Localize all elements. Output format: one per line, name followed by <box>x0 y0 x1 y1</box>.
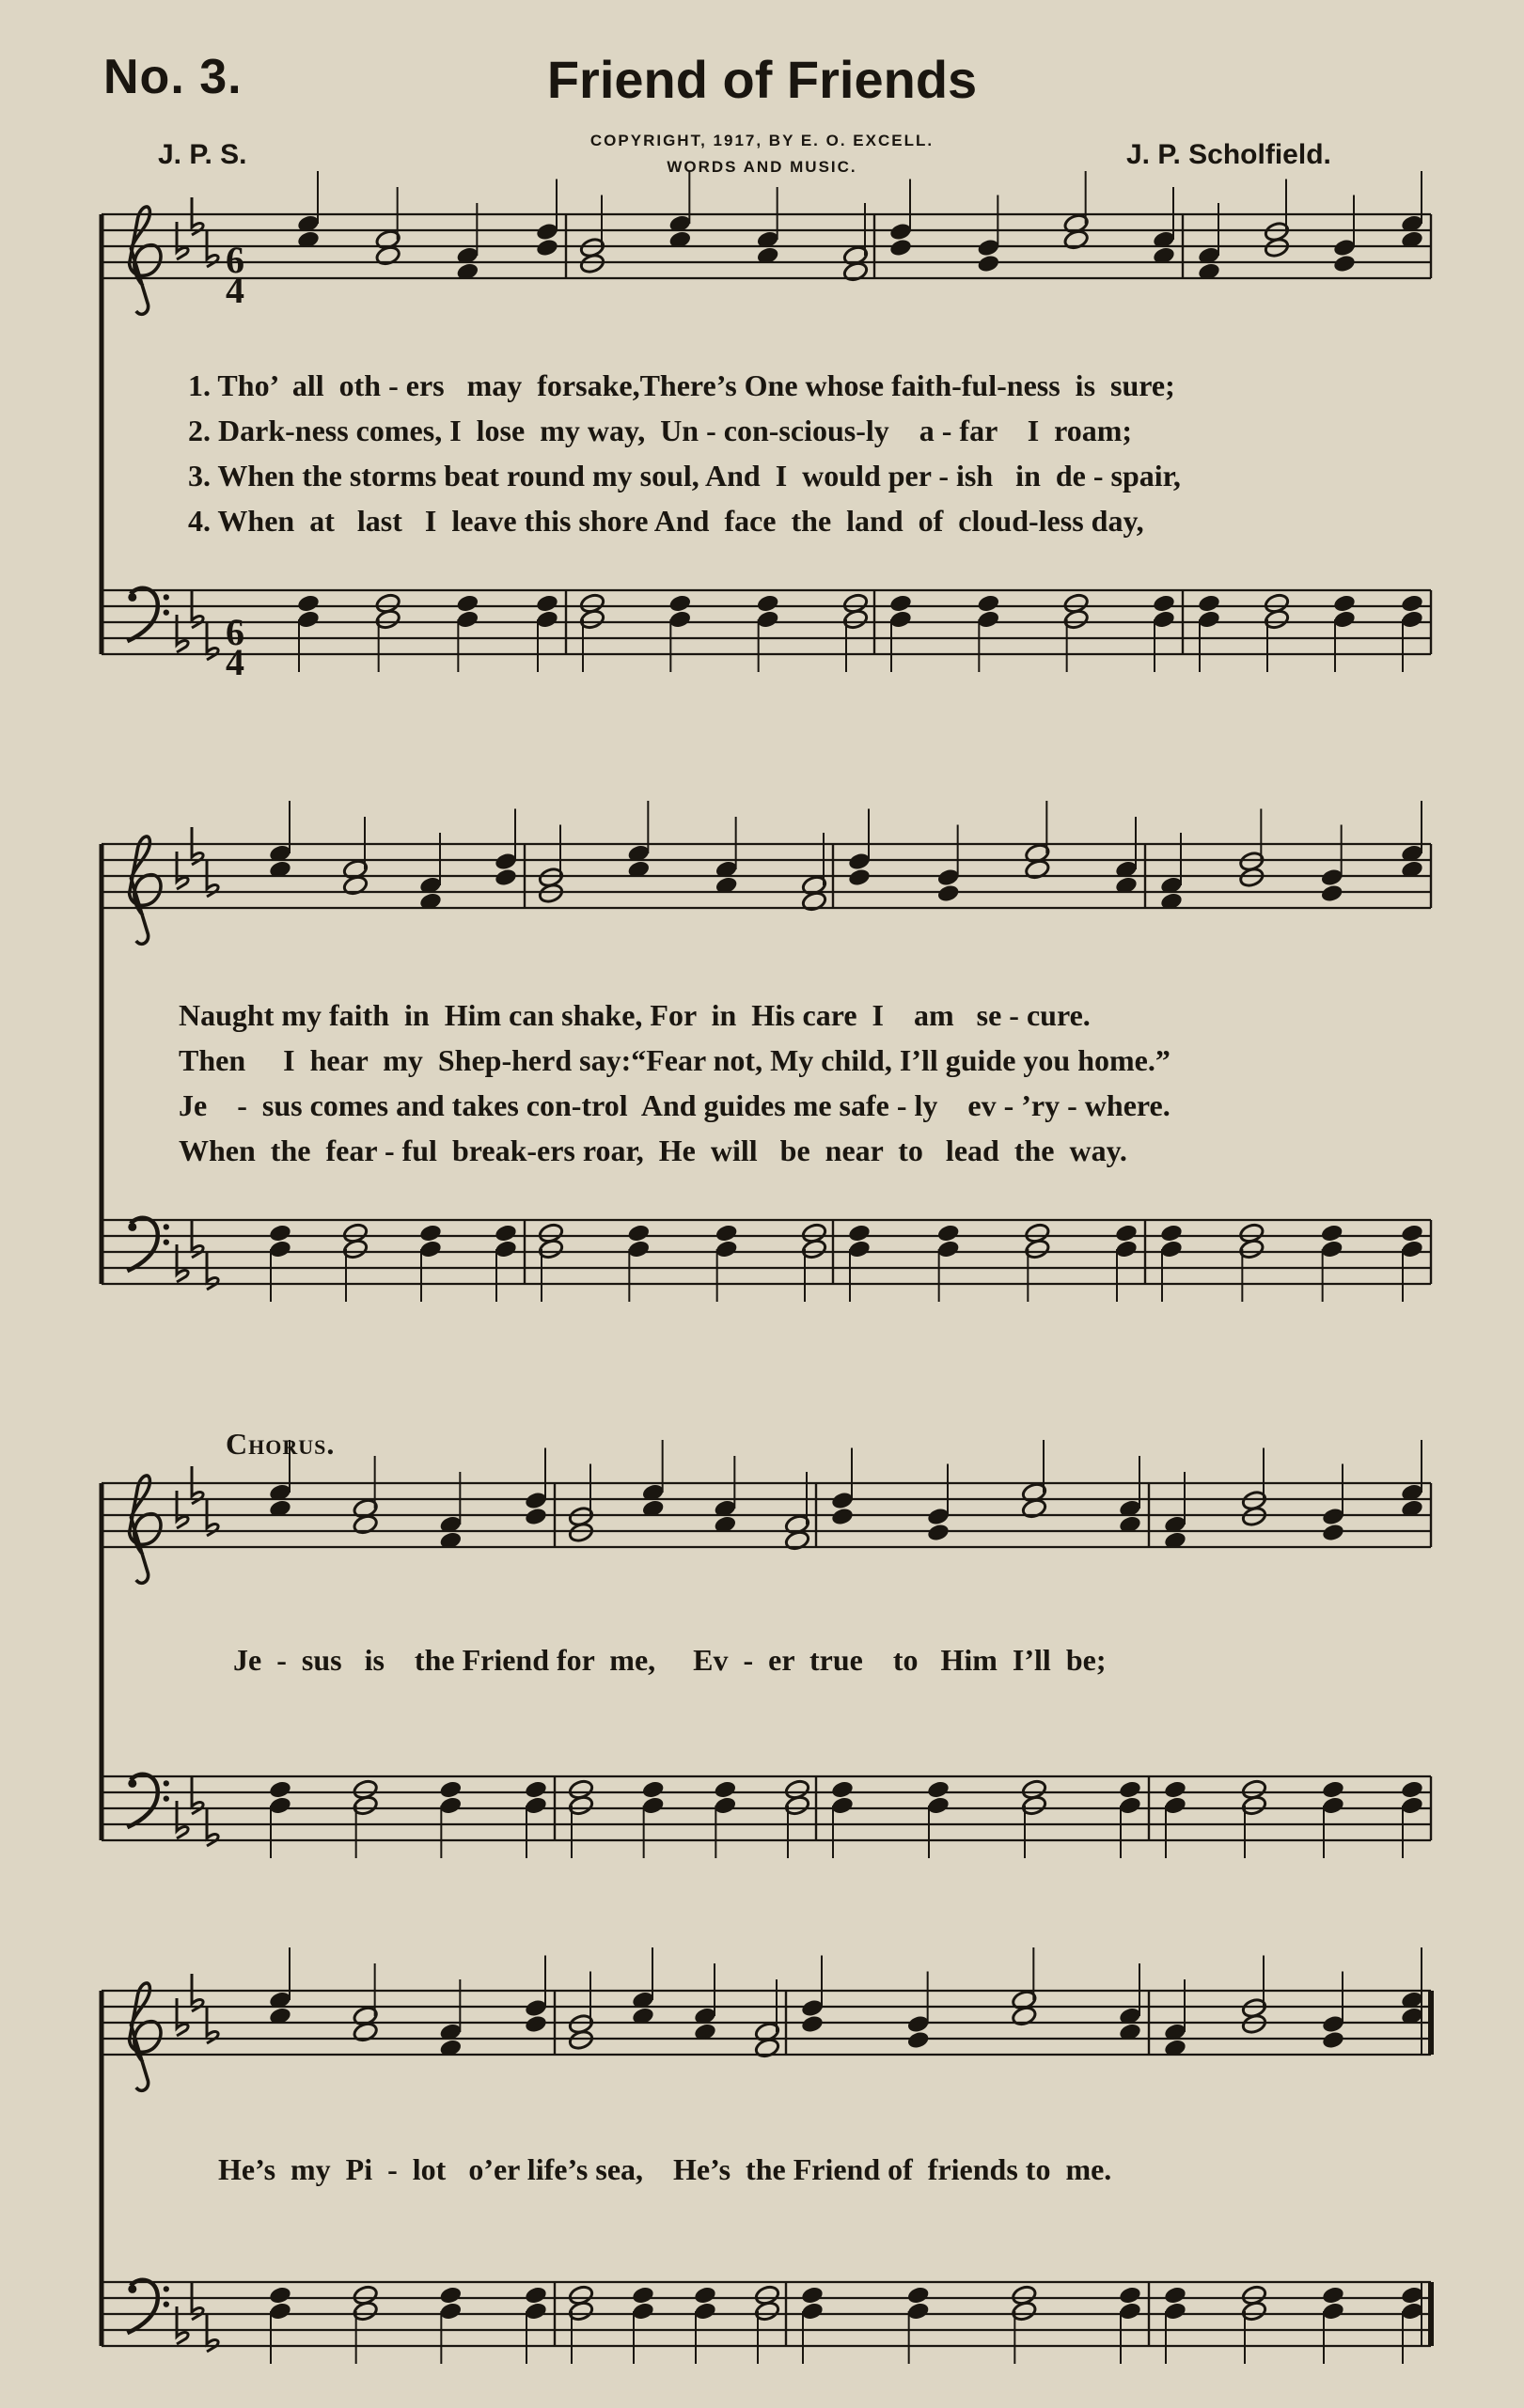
note-head <box>494 1223 518 1243</box>
note-head <box>801 890 827 912</box>
note-head <box>268 2285 292 2306</box>
note-head <box>353 1513 379 1535</box>
note-head <box>268 1223 292 1243</box>
note-head <box>1241 1506 1267 1527</box>
note-head <box>568 2029 594 2051</box>
verse-4-line-a: 4. When at last I leave this shore And face the land of cloud-less day, <box>188 504 1144 538</box>
note-head <box>342 874 369 896</box>
note-head <box>847 868 872 888</box>
treble-staff-3 <box>102 1483 1431 1547</box>
bass-staff-2 <box>102 1220 1431 1284</box>
copyright-line: COPYRIGHT, 1917, BY E. O. EXCELL. <box>589 132 935 149</box>
time-sig-bottom-bass: 4 <box>226 641 244 683</box>
note-head <box>455 593 479 614</box>
note-head <box>1400 1779 1424 1800</box>
bass-clef-icon <box>127 2280 169 2333</box>
note-head <box>568 1522 594 1543</box>
note-head <box>418 1223 443 1243</box>
flat-icon <box>177 1244 188 1282</box>
flat-icon <box>177 222 188 259</box>
note-head <box>1241 2013 1267 2035</box>
note-head <box>715 1223 739 1243</box>
note-head <box>579 253 605 274</box>
note-head <box>1197 593 1221 614</box>
note-head <box>1332 254 1357 274</box>
note-head <box>1321 1523 1345 1543</box>
note-head <box>1238 867 1265 888</box>
treble-clef-icon <box>130 1476 161 1583</box>
verse-2-line-a: 2. Dark-ness comes, I lose my way, Un - con-scious-ly a - far I roam; <box>188 414 1133 447</box>
bass-staff-3 <box>102 1776 1431 1840</box>
note-head <box>888 238 913 258</box>
treble-clef-icon <box>130 837 161 944</box>
treble-staff-2 <box>102 844 1431 908</box>
note-head <box>754 2037 780 2058</box>
verse-3-line-a: 3. When the storms beat round my soul, And I would per - ish in de - spair, <box>188 459 1181 493</box>
note-head <box>1332 593 1357 614</box>
note-head <box>535 238 559 258</box>
note-head <box>524 1779 548 1800</box>
note-head <box>1163 1779 1187 1800</box>
note-head <box>668 593 692 614</box>
verse-1-line-a: 1. Tho’ all oth - ers may forsake,There’s One whose faith-ful-ness is sure; <box>188 368 1175 402</box>
bass-clef-icon <box>127 1218 169 1271</box>
note-head <box>847 1223 872 1243</box>
note-head <box>494 868 518 888</box>
note-head <box>1400 1223 1424 1243</box>
chorus-label: Chorus. <box>226 1427 336 1461</box>
note-head <box>353 2021 379 2042</box>
note-head <box>1118 2285 1142 2306</box>
hymn-number: No. 3. <box>103 50 243 104</box>
note-head <box>976 593 1000 614</box>
verse-2-line-b: Then I hear my Shep-herd say:“Fear not, My child, I’ll guide you home.” <box>179 1043 1170 1077</box>
note-head <box>842 260 869 282</box>
bass-clef-icon <box>127 588 169 641</box>
note-head <box>906 2030 931 2051</box>
note-head <box>631 2285 655 2306</box>
bass-staff-4 <box>102 2282 1431 2346</box>
note-head <box>268 1779 292 1800</box>
time-sig-top-treble: 6 <box>226 239 244 281</box>
verse-3-line-b: Je - sus comes and takes con-trol And guides me safe - ly ev - ’ry - where. <box>179 1088 1170 1122</box>
note-head <box>784 1529 810 1551</box>
flat-icon <box>177 852 188 889</box>
flat-icon <box>177 1801 188 1838</box>
verse-1-line-b: Naught my faith in Him can shake, For in His care I am se - cure. <box>179 998 1091 1032</box>
treble-staff-4 <box>102 1991 1431 2055</box>
note-head <box>906 2285 931 2306</box>
time-sig-top-bass: 6 <box>226 611 244 653</box>
note-head <box>1152 593 1176 614</box>
note-head <box>926 1523 951 1543</box>
note-head <box>1321 1779 1345 1800</box>
note-head <box>936 1223 961 1243</box>
hymn-title: Friend of Friends <box>546 50 978 109</box>
note-head <box>438 2285 463 2306</box>
note-head <box>830 1507 855 1527</box>
chorus-line-2: He’s my Pi - lot o’er life’s sea, He’s the Friend of friends to me. <box>218 2152 1112 2186</box>
note-head <box>713 1779 737 1800</box>
time-sig-bottom-treble: 4 <box>226 269 244 311</box>
note-head <box>626 1223 651 1243</box>
note-head <box>375 244 401 266</box>
note-head <box>800 2285 825 2306</box>
words-author: J. P. S. <box>158 139 247 170</box>
note-head <box>535 593 559 614</box>
chorus-line-1: Je - sus is the Friend for me, Ev - er true to Him I’ll be; <box>233 1643 1107 1677</box>
note-head <box>1321 2030 1345 2051</box>
note-head <box>1320 1223 1344 1243</box>
note-head <box>830 1779 855 1800</box>
note-head <box>976 254 1000 274</box>
note-head <box>538 883 564 904</box>
flat-icon <box>177 615 188 652</box>
flat-icon <box>177 1491 188 1528</box>
note-head <box>1159 1223 1184 1243</box>
note-head <box>693 2285 717 2306</box>
music-author: J. P. Scholfield. <box>1126 139 1331 170</box>
note-head <box>1400 593 1424 614</box>
note-head <box>1321 2285 1345 2306</box>
verse-4-line-b: When the fear - ful break-ers roar, He will be near to lead the way. <box>179 1134 1127 1167</box>
flat-icon <box>177 1998 188 2036</box>
note-head <box>1163 2285 1187 2306</box>
treble-clef-icon <box>130 1983 161 2090</box>
note-head <box>1264 237 1290 258</box>
note-head <box>524 1507 548 1527</box>
note-head <box>296 593 321 614</box>
note-head <box>1024 858 1050 880</box>
bass-clef-icon <box>127 1775 169 1827</box>
note-head <box>756 593 780 614</box>
note-head <box>1320 883 1344 904</box>
note-head <box>926 1779 951 1800</box>
note-head <box>936 883 961 904</box>
note-head <box>888 593 913 614</box>
note-head <box>524 2285 548 2306</box>
treble-clef-icon <box>130 207 161 314</box>
note-head <box>1114 1223 1139 1243</box>
note-head <box>1063 228 1090 250</box>
note-head <box>524 2014 548 2035</box>
note-head <box>1118 1779 1142 1800</box>
note-head <box>1011 2005 1037 2026</box>
note-head <box>641 1779 666 1800</box>
note-head <box>438 1779 463 1800</box>
note-head <box>800 2014 825 2035</box>
copyright-subline: WORDS AND MUSIC. <box>667 158 857 176</box>
note-head <box>1021 1497 1047 1519</box>
flat-icon <box>177 2306 188 2344</box>
